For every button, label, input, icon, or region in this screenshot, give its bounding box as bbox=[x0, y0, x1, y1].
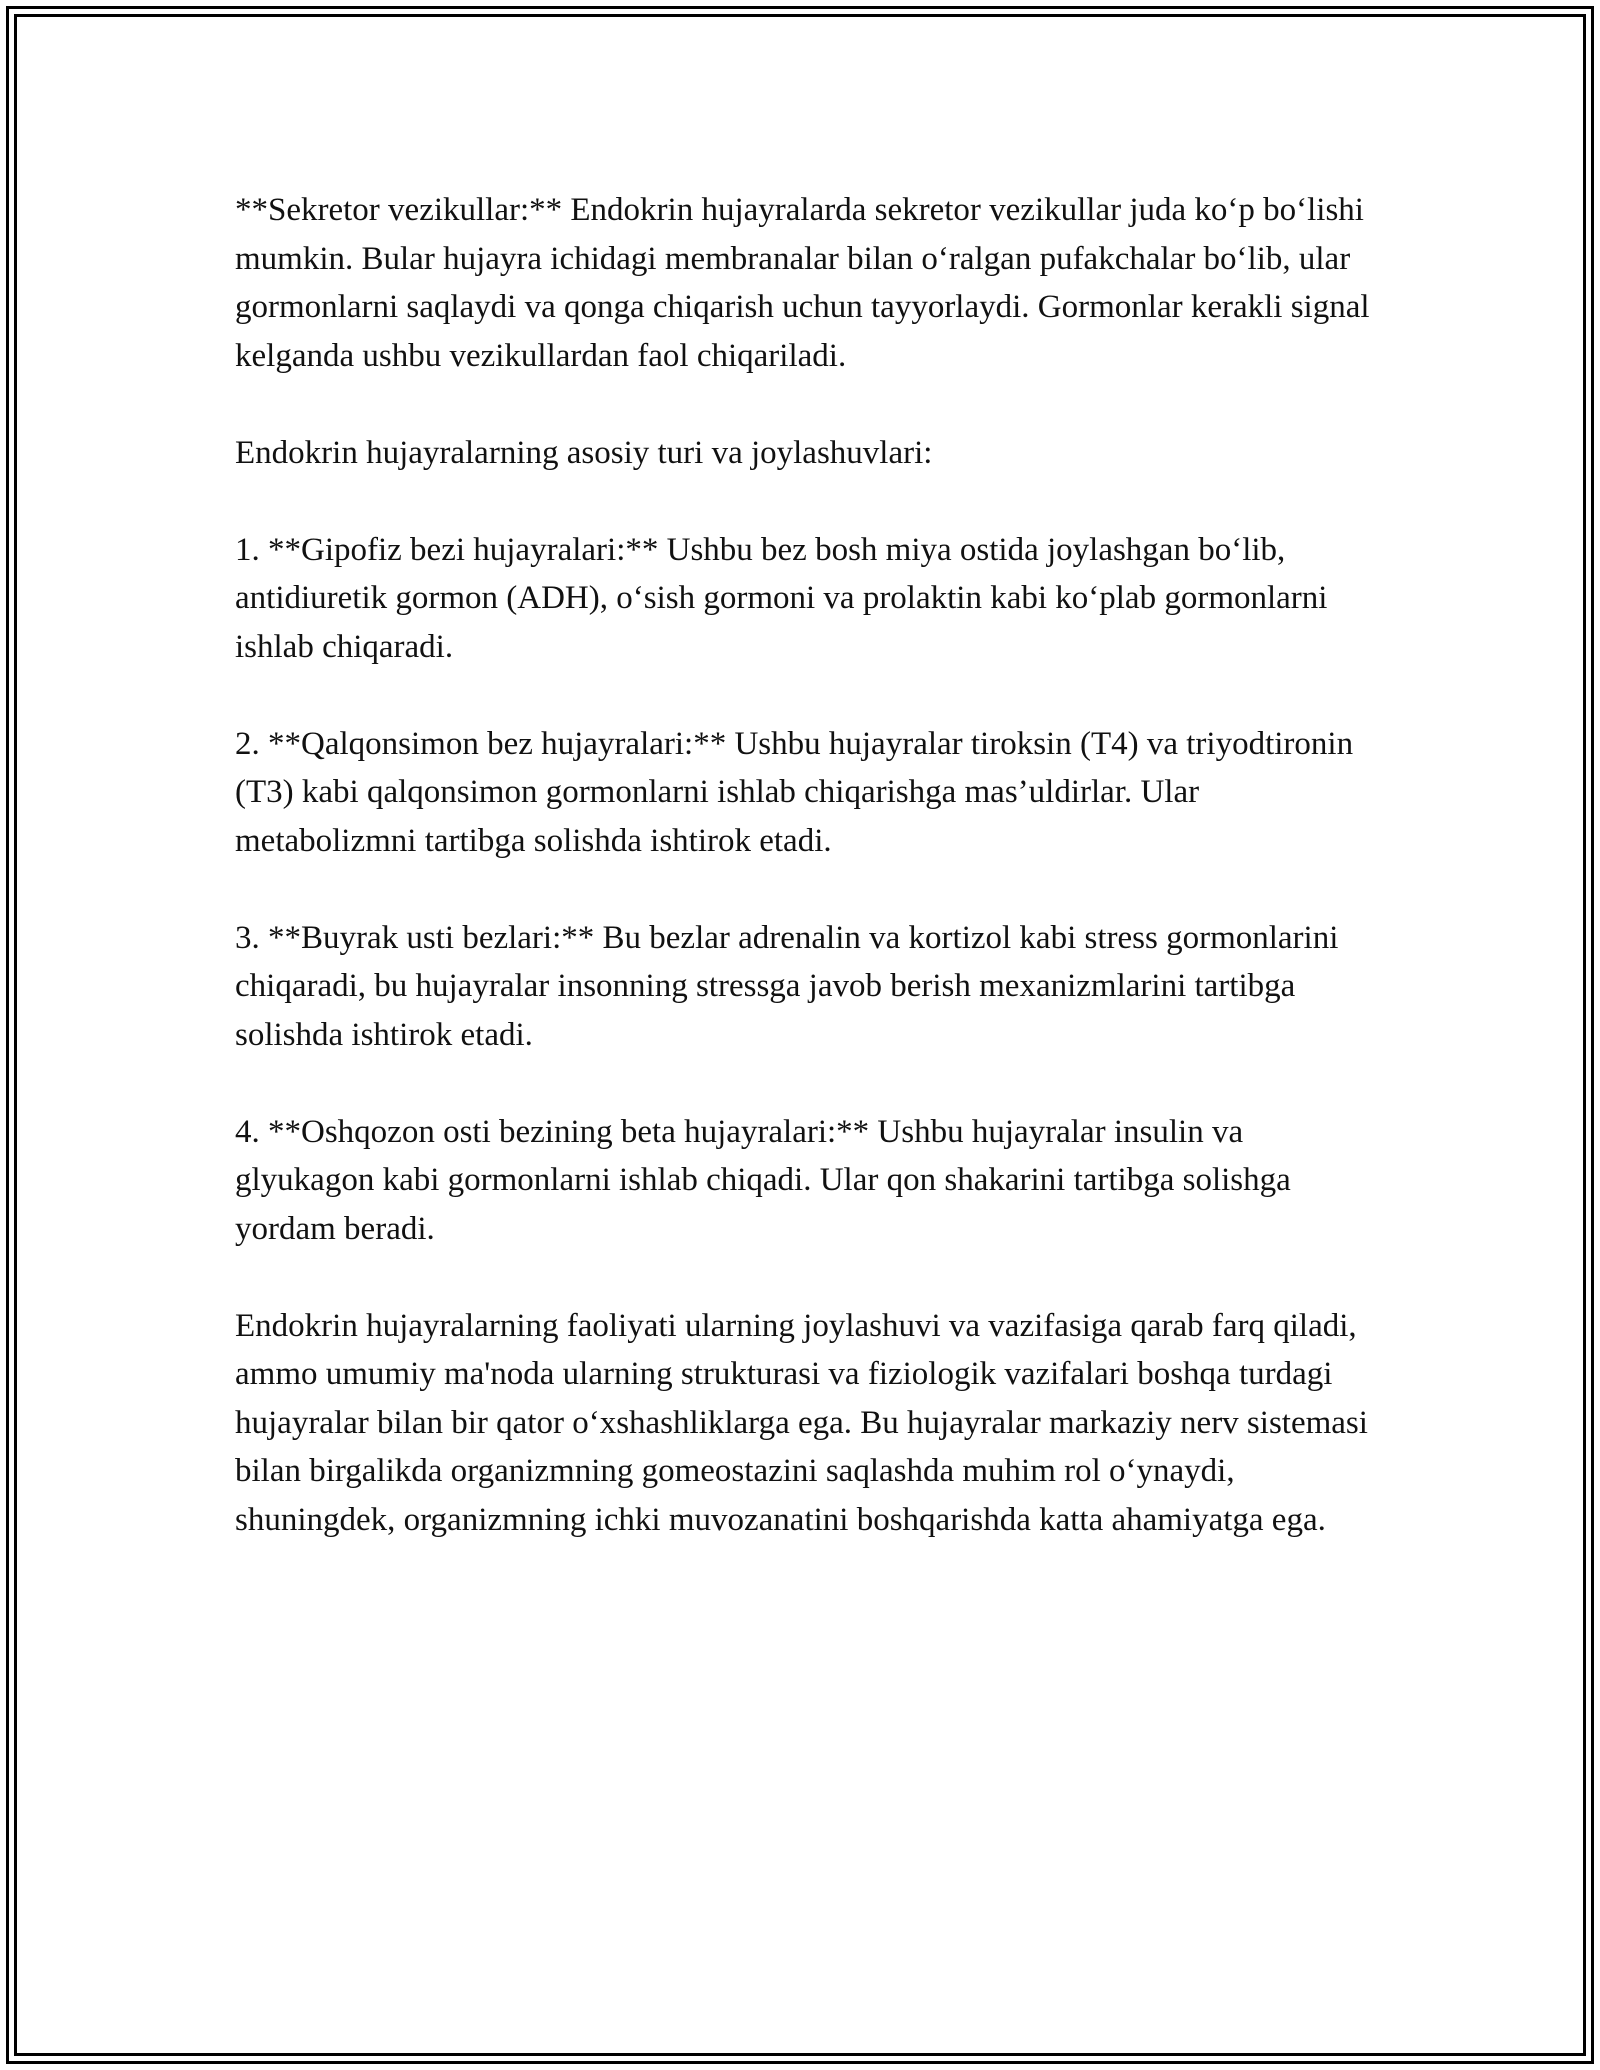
paragraph-secretory-vesicles: **Sekretor vezikullar:** Endokrin hujayralarda sekretor vezikullar juda ko‘p bo‘lishi mumkin. Bular hujayra ichidagi membranalar bilan o‘ralgan pufakchalar bo‘lib, ular gormonlarni saqlaydi va qonga chiqarish uchun tayyorlaydi. Gormonlar kerakli signal kelganda ushbu vezikullardan faol chiqariladi. bbox=[235, 192, 1370, 374]
paragraph-pancreas-beta: 4. **Oshqozon osti bezining beta hujayralari:** Ushbu hujayralar insulin va glyukagon kabi gormonlarni ishlab chiqadi. Ular qon shakarini tartibga solishga yordam beradi. bbox=[235, 1113, 1291, 1247]
document-body bbox=[235, 186, 1375, 1544]
paragraph-adrenal: 3. **Buyrak usti bezlari:** Bu bezlar adrenalin va kortizol kabi stress gormonlarini chiqaradi, bu hujayralar insonning stressga javob berish mexanizmlarini tartibga solishda ishtirok etadi. bbox=[235, 919, 1339, 1053]
paragraph-thyroid: 2. **Qalqonsimon bez hujayralari:** Ushbu hujayralar tiroksin (T4) va triyodtironin (T3) kabi qalqonsimon gormonlarni ishlab chiqarishga mas’uldirlar. Ular metabolizmni tartibga solishda ishtirok etadi. bbox=[235, 725, 1354, 859]
paragraph-types-intro: Endokrin hujayralarning asosiy turi va joylashuvlari: bbox=[235, 434, 933, 471]
paragraph-conclusion: Endokrin hujayralarning faoliyati ularning joylashuvi va vazifasiga qarab farq qiladi, ammo umumiy ma'noda ularning strukturasi va fiziologik vazifalari boshqa turdagi hujayralar bilan bir qator o‘xshashliklarga ega. Bu hujayralar markaziy nerv sistemasi bilan birgalikda organizmning gomeostazini saqlashda muhim rol o‘ynaydi, shuningdek, organizmning ichki muvozanatini boshqarishda katta ahamiyatga ega. bbox=[235, 1307, 1368, 1538]
paragraph-pituitary: 1. **Gipofiz bezi hujayralari:** Ushbu bez bosh miya ostida joylashgan bo‘lib, antidiuretik gormon (ADH), o‘sish gormoni va prolaktin kabi ko‘plab gormonlarni ishlab chiqaradi. bbox=[235, 531, 1328, 665]
